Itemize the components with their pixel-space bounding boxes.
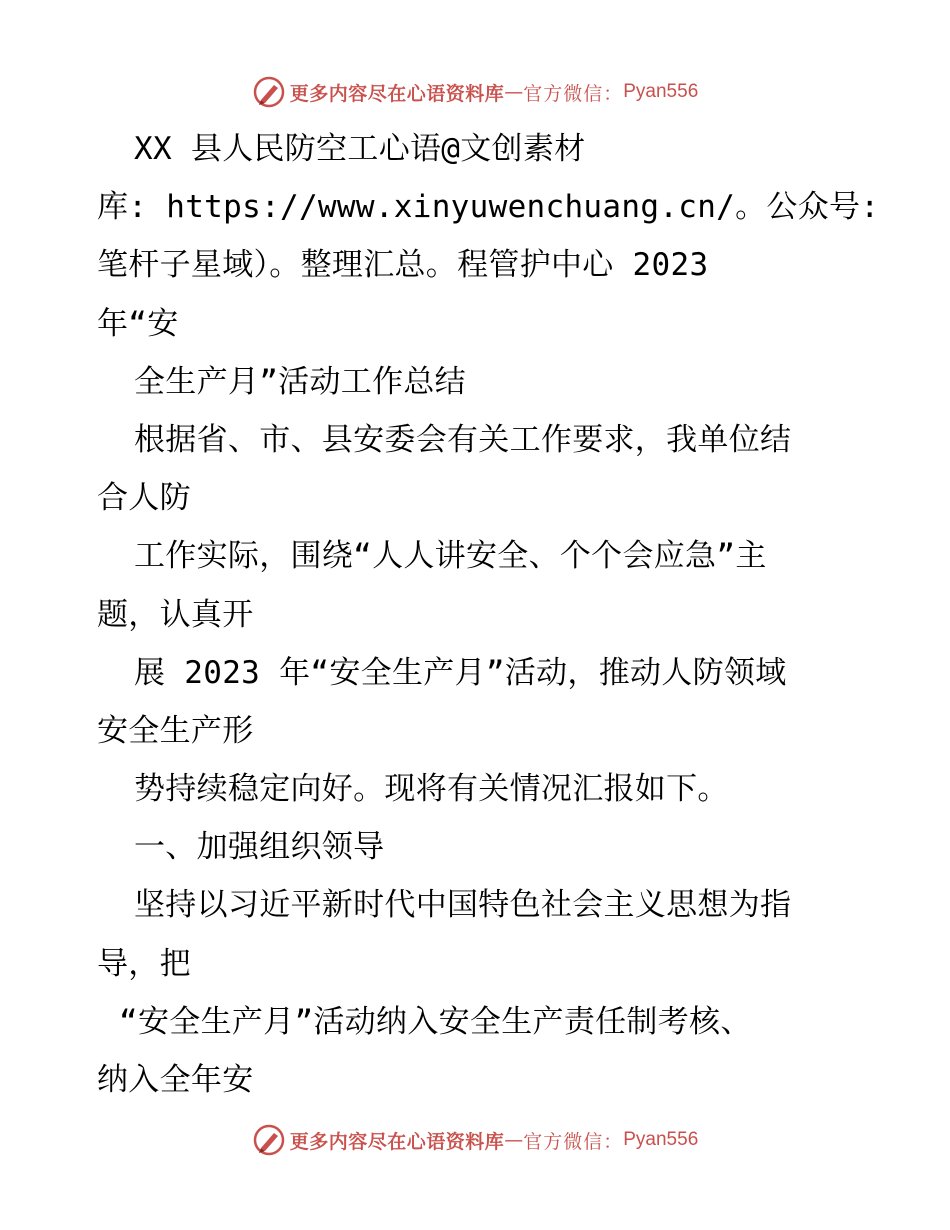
text-line: 全生产月”活动工作总结 [134,363,466,400]
banner-wechat-id: Pyan556 [623,81,699,102]
banner-slogan: 更多内容尽在心语资料库 [289,1130,505,1153]
document-body [97,120,880,1109]
footer-banner [0,1120,950,1160]
text-line: 展 2023 年“安全生产月”活动，推动人防领域 [134,654,787,691]
text-line: 库: https://www.xinyuwenchuang.cn/。公众号: [97,189,880,226]
banner-dash: — [504,81,524,103]
banner-wechat-label: 官方微信： [523,82,624,105]
banner-slogan: 更多内容尽在心语资料库 [289,82,505,105]
text-line: 笔杆子星域）。整理汇总。程管护中心 2023 [97,247,709,284]
text-line: 工作实际，围绕“人人讲安全、个个会应急”主 [134,538,767,575]
text-line: 合人防 [97,480,191,517]
text-line: 根据省、市、县安委会有关工作要求，我单位结 [134,421,792,458]
text-line: 坚持以习近平新时代中国特色社会主义思想为指 [134,887,792,924]
text-line: XX 县人民防空工心语@文创素材 [134,131,586,167]
text-line: 纳入全年安 [97,1062,254,1098]
header-banner [0,72,950,112]
text-line: 年“安 [97,305,179,342]
banner-wechat-id: Pyan556 [623,1129,699,1150]
text-line: 势持续稳定向好。现将有关情况汇报如下。 [134,771,729,808]
banner-wechat-label: 官方微信： [523,1130,624,1153]
pen-logo-icon [252,75,286,109]
text-line: 安全生产形 [97,712,254,749]
text-line: 一、加强组织领导 [134,829,385,866]
banner-dash: — [504,1129,524,1151]
text-line: 导，把 [97,945,191,982]
pen-logo-icon [252,1123,286,1157]
text-line: 题，认真开 [97,596,254,633]
text-line: “安全生产月”活动纳入安全生产责任制考核、 [119,1003,752,1040]
